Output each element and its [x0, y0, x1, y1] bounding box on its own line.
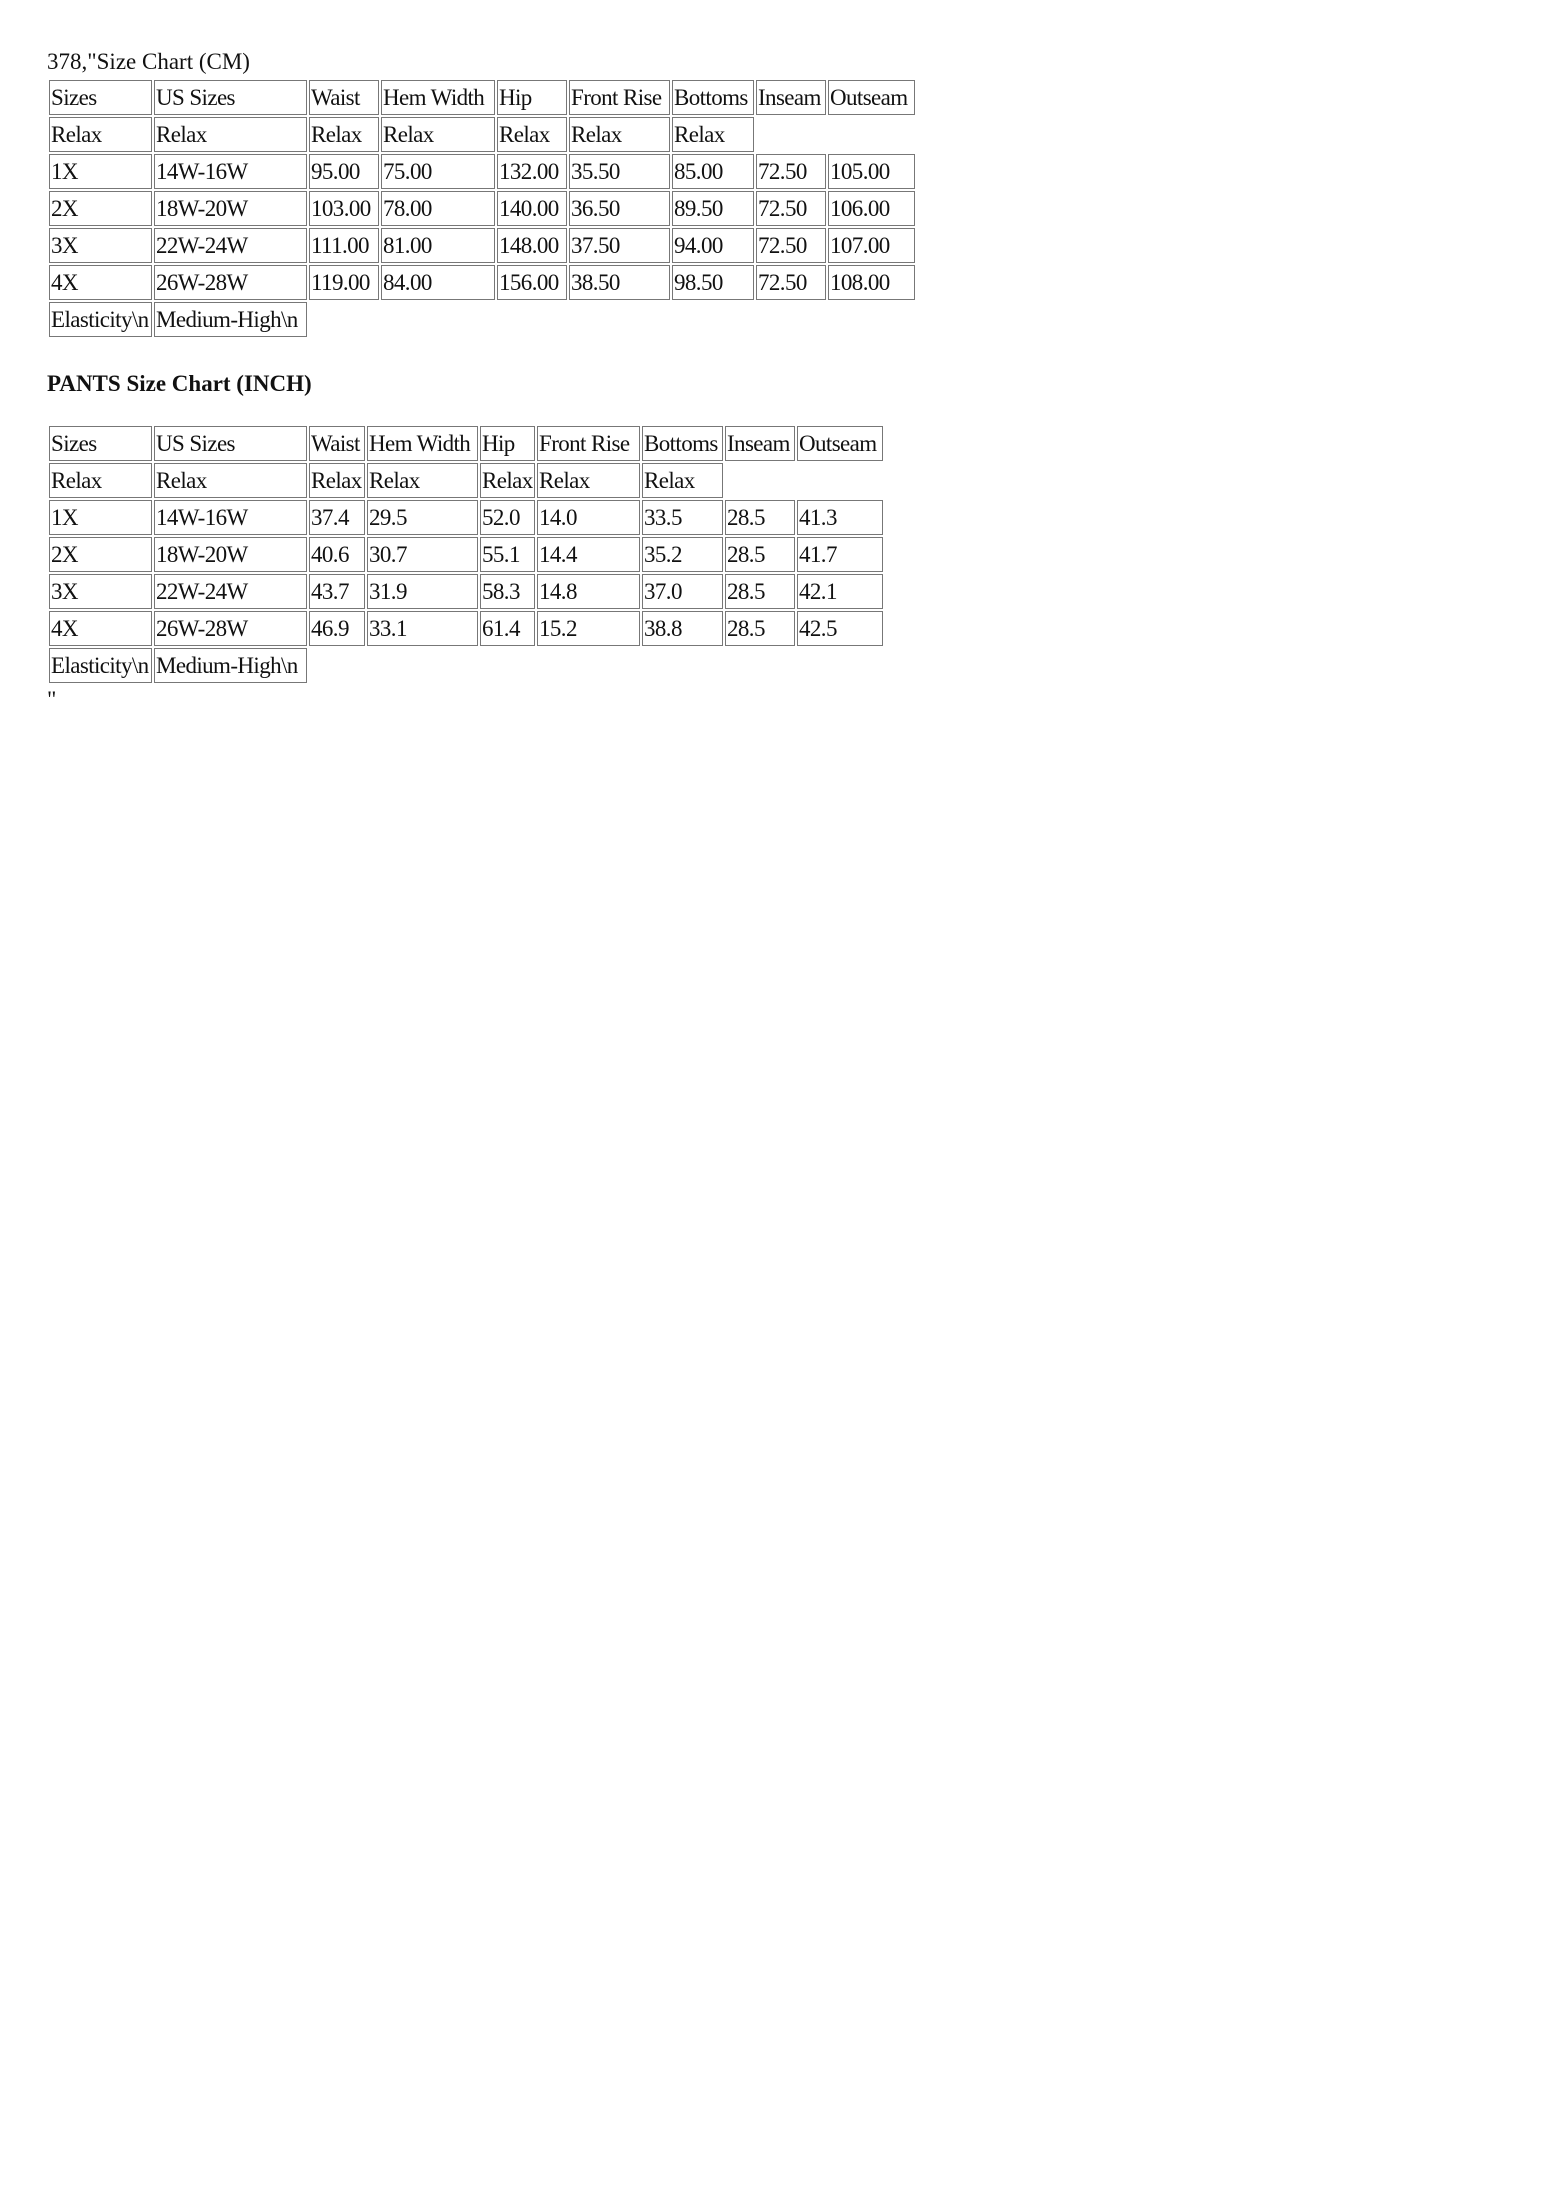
size-row-cell: 119.00: [309, 265, 379, 300]
size-row-cell: 81.00: [381, 228, 495, 263]
size-row-cell: 37.4: [309, 500, 365, 535]
size-row-cell: 46.9: [309, 611, 365, 646]
size-row-cell: 14.4: [537, 537, 640, 572]
size-row: [49, 537, 883, 572]
size-row-cell: 105.00: [828, 154, 915, 189]
size-row-cell: 35.2: [642, 537, 723, 572]
header-row-cell: US Sizes: [154, 80, 307, 115]
size-row: [49, 154, 915, 189]
size-row-cell: 78.00: [381, 191, 495, 226]
elasticity-row-cell: Medium-High\n: [154, 302, 307, 337]
size-row-cell: 3X: [49, 228, 152, 263]
size-row-cell: 26W-28W: [154, 265, 307, 300]
fit-row-cell: Relax: [49, 117, 152, 152]
size-row-cell: 98.50: [672, 265, 754, 300]
header-row-cell: Inseam: [725, 426, 795, 461]
size-row-cell: 72.50: [756, 228, 826, 263]
inch-size-table: [47, 424, 885, 685]
size-row-cell: 18W-20W: [154, 537, 307, 572]
size-row-cell: 4X: [49, 265, 152, 300]
fit-row-cell: Relax: [154, 117, 307, 152]
fit-row-cell: Relax: [367, 463, 478, 498]
size-row-cell: 14W-16W: [154, 500, 307, 535]
size-row-cell: 40.6: [309, 537, 365, 572]
size-row-cell: 72.50: [756, 265, 826, 300]
size-row-cell: 94.00: [672, 228, 754, 263]
size-row-cell: 148.00: [497, 228, 567, 263]
size-row-cell: 38.8: [642, 611, 723, 646]
inch-chart-title: PANTS Size Chart (INCH): [47, 371, 312, 396]
fit-row: [49, 463, 883, 498]
size-row-cell: 30.7: [367, 537, 478, 572]
size-row-cell: 35.50: [569, 154, 670, 189]
size-row-cell: 72.50: [756, 191, 826, 226]
size-row-cell: 132.00: [497, 154, 567, 189]
header-row-cell: Front Rise: [537, 426, 640, 461]
fit-row-cell: Relax: [642, 463, 723, 498]
header-row-cell: Bottoms: [642, 426, 723, 461]
size-row-cell: 28.5: [725, 500, 795, 535]
size-row-cell: 107.00: [828, 228, 915, 263]
size-row-cell: 26W-28W: [154, 611, 307, 646]
size-row-cell: 3X: [49, 574, 152, 609]
size-row-cell: 75.00: [381, 154, 495, 189]
cm-size-table: [47, 78, 917, 339]
size-row-cell: 111.00: [309, 228, 379, 263]
size-row-cell: 28.5: [725, 574, 795, 609]
header-row: [49, 80, 915, 115]
size-row-cell: 33.5: [642, 500, 723, 535]
size-row-cell: 140.00: [497, 191, 567, 226]
size-row-cell: 15.2: [537, 611, 640, 646]
header-row-cell: Hip: [497, 80, 567, 115]
size-row-cell: 72.50: [756, 154, 826, 189]
size-row-cell: 33.1: [367, 611, 478, 646]
header-row-cell: Waist: [309, 80, 379, 115]
fit-row-cell: Relax: [537, 463, 640, 498]
size-row-cell: 106.00: [828, 191, 915, 226]
size-row-cell: 95.00: [309, 154, 379, 189]
size-row-cell: 156.00: [497, 265, 567, 300]
size-row-cell: 29.5: [367, 500, 478, 535]
size-row: [49, 228, 915, 263]
size-row-cell: 31.9: [367, 574, 478, 609]
header-row-cell: Inseam: [756, 80, 826, 115]
header-row-cell: Outseam: [797, 426, 883, 461]
size-row-cell: 85.00: [672, 154, 754, 189]
size-row-cell: 58.3: [480, 574, 535, 609]
size-row-cell: 4X: [49, 611, 152, 646]
elasticity-row-cell: Elasticity\n: [49, 302, 152, 337]
size-row-cell: 37.50: [569, 228, 670, 263]
header-row-cell: Front Rise: [569, 80, 670, 115]
size-row-cell: 38.50: [569, 265, 670, 300]
fit-row-cell: Relax: [309, 463, 365, 498]
header-row-cell: Hip: [480, 426, 535, 461]
size-row-cell: 28.5: [725, 537, 795, 572]
fit-row-cell: Relax: [497, 117, 567, 152]
elasticity-row: [49, 302, 915, 337]
size-row-cell: 2X: [49, 537, 152, 572]
size-row-cell: 22W-24W: [154, 574, 307, 609]
empty-cell: [756, 117, 826, 152]
header-row-cell: Outseam: [828, 80, 915, 115]
header-row-cell: Waist: [309, 426, 365, 461]
size-row-cell: 103.00: [309, 191, 379, 226]
size-row-cell: 41.3: [797, 500, 883, 535]
empty-cell: [725, 463, 795, 498]
header-row-cell: Sizes: [49, 426, 152, 461]
fit-row-cell: Relax: [381, 117, 495, 152]
fit-row-cell: Relax: [309, 117, 379, 152]
header-row-cell: Hem Width: [367, 426, 478, 461]
elasticity-row: [49, 648, 883, 683]
size-row-cell: 108.00: [828, 265, 915, 300]
size-row-cell: 14W-16W: [154, 154, 307, 189]
size-row-cell: 43.7: [309, 574, 365, 609]
size-row-cell: 28.5: [725, 611, 795, 646]
header-row-cell: Sizes: [49, 80, 152, 115]
header-row-cell: Bottoms: [672, 80, 754, 115]
size-row-cell: 1X: [49, 500, 152, 535]
size-row-cell: 55.1: [480, 537, 535, 572]
fit-row-cell: Relax: [154, 463, 307, 498]
size-row-cell: 1X: [49, 154, 152, 189]
fit-row-cell: Relax: [49, 463, 152, 498]
size-row-cell: 22W-24W: [154, 228, 307, 263]
header-row-cell: US Sizes: [154, 426, 307, 461]
fit-row-cell: Relax: [480, 463, 535, 498]
size-row-cell: 14.8: [537, 574, 640, 609]
fit-row-cell: Relax: [569, 117, 670, 152]
empty-cell: [828, 117, 915, 152]
header-row-cell: Hem Width: [381, 80, 495, 115]
size-row-cell: 42.5: [797, 611, 883, 646]
size-row-cell: 41.7: [797, 537, 883, 572]
size-row: [49, 500, 883, 535]
elasticity-row-cell: Elasticity\n: [49, 648, 152, 683]
elasticity-row-cell: Medium-High\n: [154, 648, 307, 683]
size-row-cell: 84.00: [381, 265, 495, 300]
size-row: [49, 191, 915, 226]
size-row-cell: 89.50: [672, 191, 754, 226]
size-row-cell: 61.4: [480, 611, 535, 646]
size-row-cell: 14.0: [537, 500, 640, 535]
closing-quote: ": [47, 687, 57, 712]
fit-row: [49, 117, 915, 152]
size-row: [49, 265, 915, 300]
size-row-cell: 52.0: [480, 500, 535, 535]
header-row: [49, 426, 883, 461]
size-row-cell: 42.1: [797, 574, 883, 609]
size-row-cell: 37.0: [642, 574, 723, 609]
size-row-cell: 2X: [49, 191, 152, 226]
size-row-cell: 18W-20W: [154, 191, 307, 226]
fit-row-cell: Relax: [672, 117, 754, 152]
empty-cell: [797, 463, 883, 498]
cm-chart-title: 378,"Size Chart (CM): [47, 49, 250, 74]
size-row: [49, 611, 883, 646]
size-row: [49, 574, 883, 609]
size-row-cell: 36.50: [569, 191, 670, 226]
